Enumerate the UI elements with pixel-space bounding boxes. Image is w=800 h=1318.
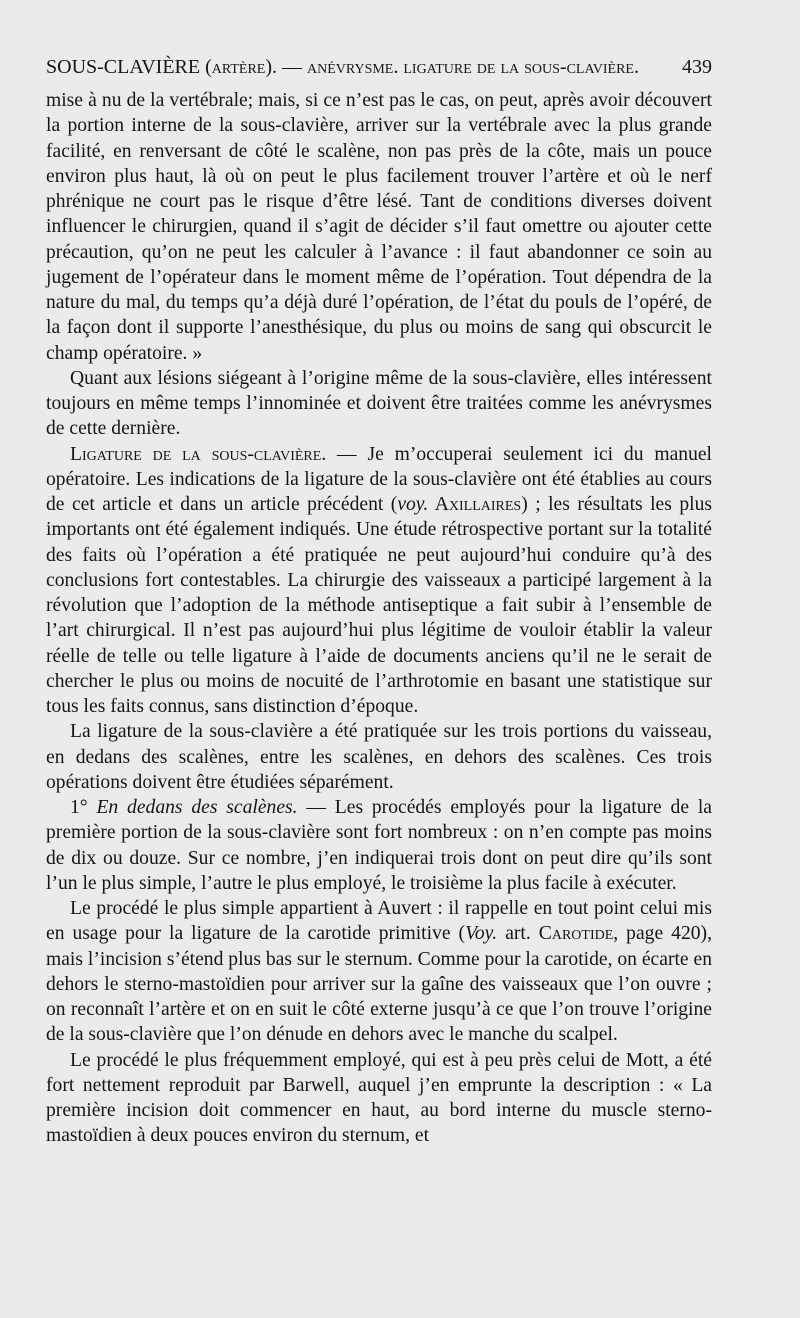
header-section: (artère). [205,56,278,78]
running-header [46,52,712,82]
paragraph-3-ref-axillaires: Axillaires [428,494,522,515]
paragraph-3 [46,442,712,720]
paragraph-5-subheading: En dedans des scalènes. [96,797,298,818]
paragraph-3-text-b: ) ; les résultats les plus importants ont été également indiqués. Une étude rétrospective portant sur la totalité des faits où l’opération a été pratiquée ne peut aujourd’hui conduire qu’à des conclusions fort contestables. La chirurgie des vaisseaux a participé largement à la révolution que l’adoption de la méthode antiseptique a fait subir à l’ensemble de l’art chirurgical. Il n’est pas aujourd’hui plus légitime de vouloir établir la valeur réelle de telle ou telle ligature à l’aide de documents anciens qu’il ne le serait de chercher le plus ou moins de nocuité de l’arthrotomie en basant une statistique sur tous les faits connus, sans distinction d’époque. [46,494,713,717]
header-dash: — [282,56,303,78]
paragraph-1: mise à nu de la vertébrale; mais, si ce n’est pas le cas, on peut, après avoir découvert la portion interne de la sous-clavière, arriver sur la vertébrale avec la plus grande facilité, en renversant de côté le scalène, non pas près de la côte, mais un pouce environ plus haut, là où on peut le plus facilement trouver l’artère et où le nerf phrénique ne court pas le risque d’être lésé. Tant de conditions diverses doivent influencer le chirurgien, quand il s’agit de décider s’il faut omettre ou ajouter cette précaution, qu’on ne peut les calculer à l’avance : il faut abandonner ce soin au jugement de l’opérateur dans le moment même de l’opération. Tout dépendra de la nature du mal, du temps qu’a déjà duré l’opération, de l’état du pouls de l’opéré, de la façon dont il supporte l’anesthésique, du plus ou moins de sang qui obscurcit le champ opératoire. » [46,90,712,364]
paragraph-6-text-a: Le procédé le plus simple appartient à Auvert : il rappelle en tout point celui mis en usage pour la ligature de la carotide primitive ( [46,898,712,945]
paragraph-3-text-a: — Je m’occuperai seulement ici du manuel opératoire. Les indications de la ligature de la sous-clavière ont été établies au cours de cet article et dans un article précédent ( [46,443,713,515]
header-subtitle: anévrysme. ligature de la sous-clavière. [307,56,639,78]
paragraph-6-text-b: art. [497,923,539,945]
body-text [46,88,712,1149]
paragraph-7: Le procédé le plus fréquemment employé, qui est à peu près celui de Mott, a été fort nettement reproduit par Barwell, auquel j’en emprunte la description : « La première incision doit commencer en haut, au bord interne du muscle sterno-mastoïdien à deux pouces environ du sternum, et [46,1049,712,1147]
paragraph-6-ref-voy: Voy. [465,923,498,945]
paragraph-5-number: 1° [70,797,97,818]
paragraph-4: La ligature de la sous-clavière a été pratiquée sur les trois portions du vaisseau, en dedans des scalènes, entre les scalènes, en dehors des scalènes. Ces trois opérations doivent être étudiées séparément. [46,721,712,793]
header-title: SOUS-CLAVIÈRE [46,56,201,78]
header-title-group [46,52,639,82]
paragraph-3-ref-voy: voy. [397,494,429,515]
paragraph-6-ref-carotide: Carotide [538,923,614,945]
paragraph-6 [46,896,712,1048]
paragraph-6-text-c: , page 420), mais l’incision s’étend plus bas sur le sternum. Comme pour la carotide, on écarte en dehors le sterno-mastoïdien pour arriver sur la gaîne des vaisseaux que l’on ouvre ; on reconnaît l’artère et on en suit le côté externe jusqu’à ce que l’on trouve l’origine de la sous-clavière que l’on dénude en dehors avec le manche du scalpel. [46,923,713,1046]
section-heading: Ligature de la sous-clavière. [70,443,327,465]
paragraph-2: Quant aux lésions siégeant à l’origine même de la sous-clavière, elles intéressent toujours en même temps l’innominée et doivent être traitées comme les anévrysmes de cette dernière. [46,367,712,440]
paragraph-5 [46,795,712,896]
paragraph-5-text: — Les procédés employés pour la ligature de la première portion de la sous-clavière sont fort nombreux : on n’en compte pas moins de dix ou douze. Sur ce nombre, j’en indiquerai trois dont on peut dire qu’ils sont l’un le plus simple, l’autre le plus employé, le troisième la plus facile à exécuter. [46,797,712,894]
page-number: 439 [682,56,712,78]
